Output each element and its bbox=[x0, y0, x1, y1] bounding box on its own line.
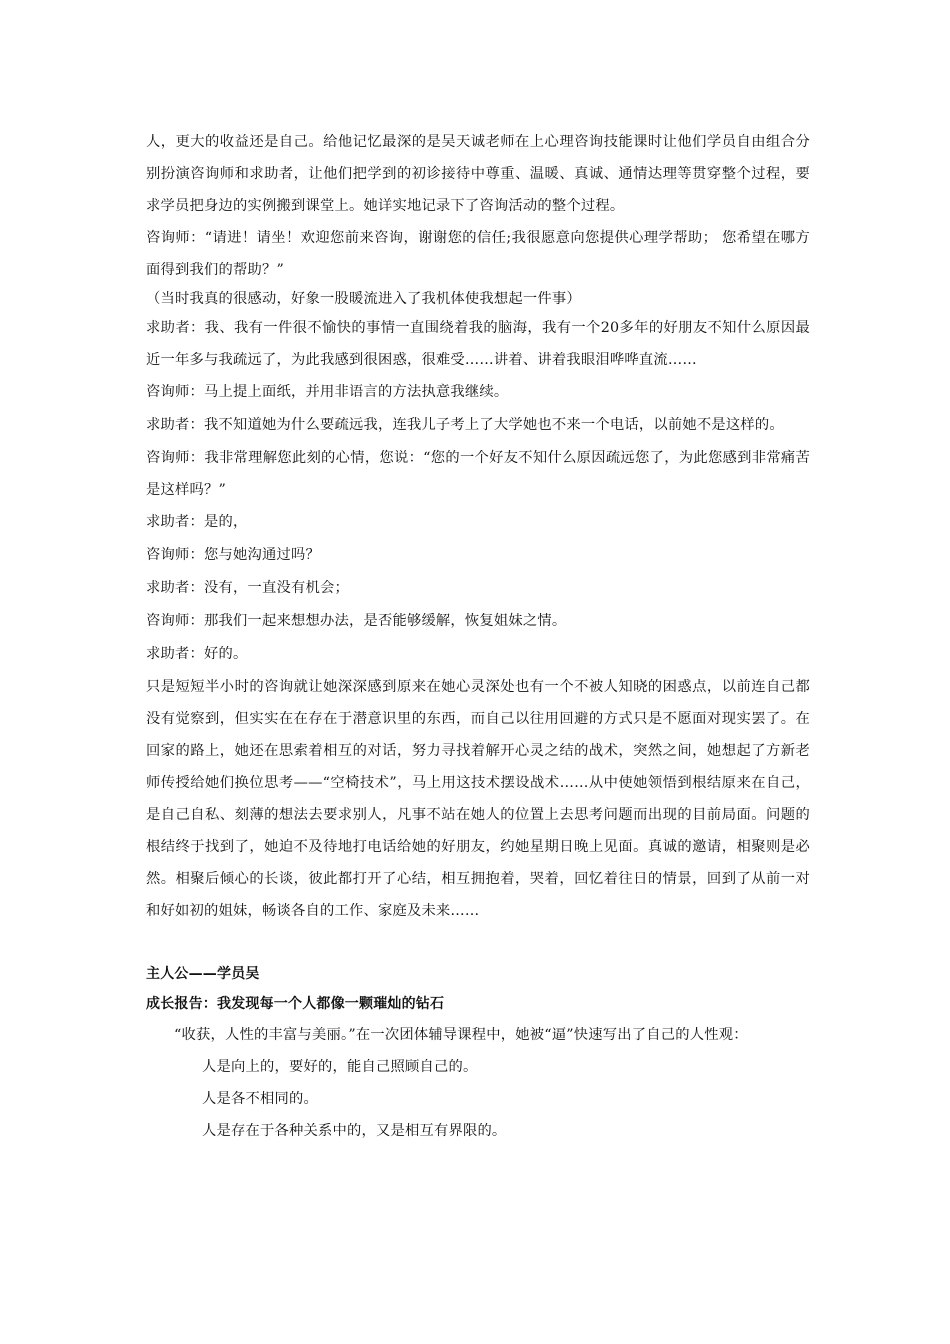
list-item: 人是向上的，要好的，能自己照顾自己的。 bbox=[202, 1059, 478, 1075]
dialogue-client-1: 求助者：我、我有一件很不愉快的事情一直围绕着我的脑海，我有一个20多年的好朋友不知什么原因最近一年多与我疏远了，为此我感到很困惑，很难受……讲着、讲着我眼泪哗哗直流…… bbox=[146, 320, 810, 368]
section-gap bbox=[146, 927, 810, 959]
dialogue-counselor-3: 咨询师：我非常理解您此刻的心情，您说：“您的一个好友不知什么原因疏远您了，为此您感到非常痛苦是这样吗？” bbox=[146, 450, 810, 498]
dialogue-client-3: 求助者：是的， bbox=[146, 514, 248, 530]
dialogue-counselor-4: 咨询师：您与她沟通过吗？ bbox=[146, 547, 320, 563]
dialogue-counselor-5: 咨询师：那我们一起来想想办法，是否能够缓解，恢复姐妹之情。 bbox=[146, 613, 567, 629]
document-body bbox=[146, 126, 810, 1147]
report-lead: “收获，人性的丰富与美丽。”在一次团体辅导课程中，她被“逼”快速写出了自己的人性观： bbox=[174, 1027, 748, 1043]
summary-paragraph: 只是短短半小时的咨询就让她深深感到原来在她心灵深处也有一个不被人知晓的困惑点，以前连自己都没有觉察到，但实实在在存在于潜意识里的东西，而自己以往用回避的方式只是不愿面对现实罢了。在回家的路上，她还在思索着相互的对话，努力寻找着解开心灵之结的战术，突然之间，她想起了方新老师传授给她们换位思考——“空椅技术”，马上用这技术摆设战术……从中使她领悟到根结原来在自己，是自己自私、刻薄的想法去要求别人，凡事不站在她人的位置上去思考问题而出现的目前局面。问题的根结终于找到了，她迫不及待地打电话给她的好朋友，约她星期日晚上见面。真诚的邀请，相聚则是必然。相聚后倾心的长谈，彼此都打开了心结，相互拥抱着，哭着，回忆着往日的情景，回到了从前一对和好如初的姐妹，畅谈各自的工作、家庭及未来…… bbox=[146, 679, 810, 919]
report-title: 成长报告：我发现每一个人都像一颗璀灿的钻石 bbox=[146, 996, 445, 1012]
dialogue-counselor-2: 咨询师：马上提上面纸，并用非语言的方法执意我继续。 bbox=[146, 384, 509, 400]
dialogue-client-2: 求助者：我不知道她为什么要疏远我，连我儿子考上了大学她也不来一个电话，以前她不是这样的。 bbox=[146, 417, 784, 433]
protagonist-heading: 主人公——学员吴 bbox=[146, 966, 260, 982]
dialogue-counselor-1: 咨询师：“请进！请坐！欢迎您前来咨询，谢谢您的信任;我很愿意向您提供心理学帮助； 您希望在哪方面得到我们的帮助？” bbox=[146, 230, 810, 278]
dialogue-client-5: 求助者：好的。 bbox=[146, 646, 248, 662]
dialogue-client-4: 求助者：没有，一直没有机会； bbox=[146, 580, 349, 596]
intro-paragraph: 人，更大的收益还是自己。给他记忆最深的是吴天诚老师在上心理咨询技能课时让他们学员自由组合分别扮演咨询师和求助者，让他们把学到的初诊接待中尊重、温暖、真诚、通情达理等贯穿整个过程，要求学员把身边的实例搬到课堂上。她详实地记录下了咨询活动的整个过程。 bbox=[146, 134, 810, 214]
list-item: 人是各不相同的。 bbox=[202, 1091, 318, 1107]
list-item: 人是存在于各种关系中的，又是相互有界限的。 bbox=[202, 1123, 507, 1139]
dialogue-note: （当时我真的很感动，好象一股暖流进入了我机体使我想起一件事） bbox=[146, 291, 581, 307]
